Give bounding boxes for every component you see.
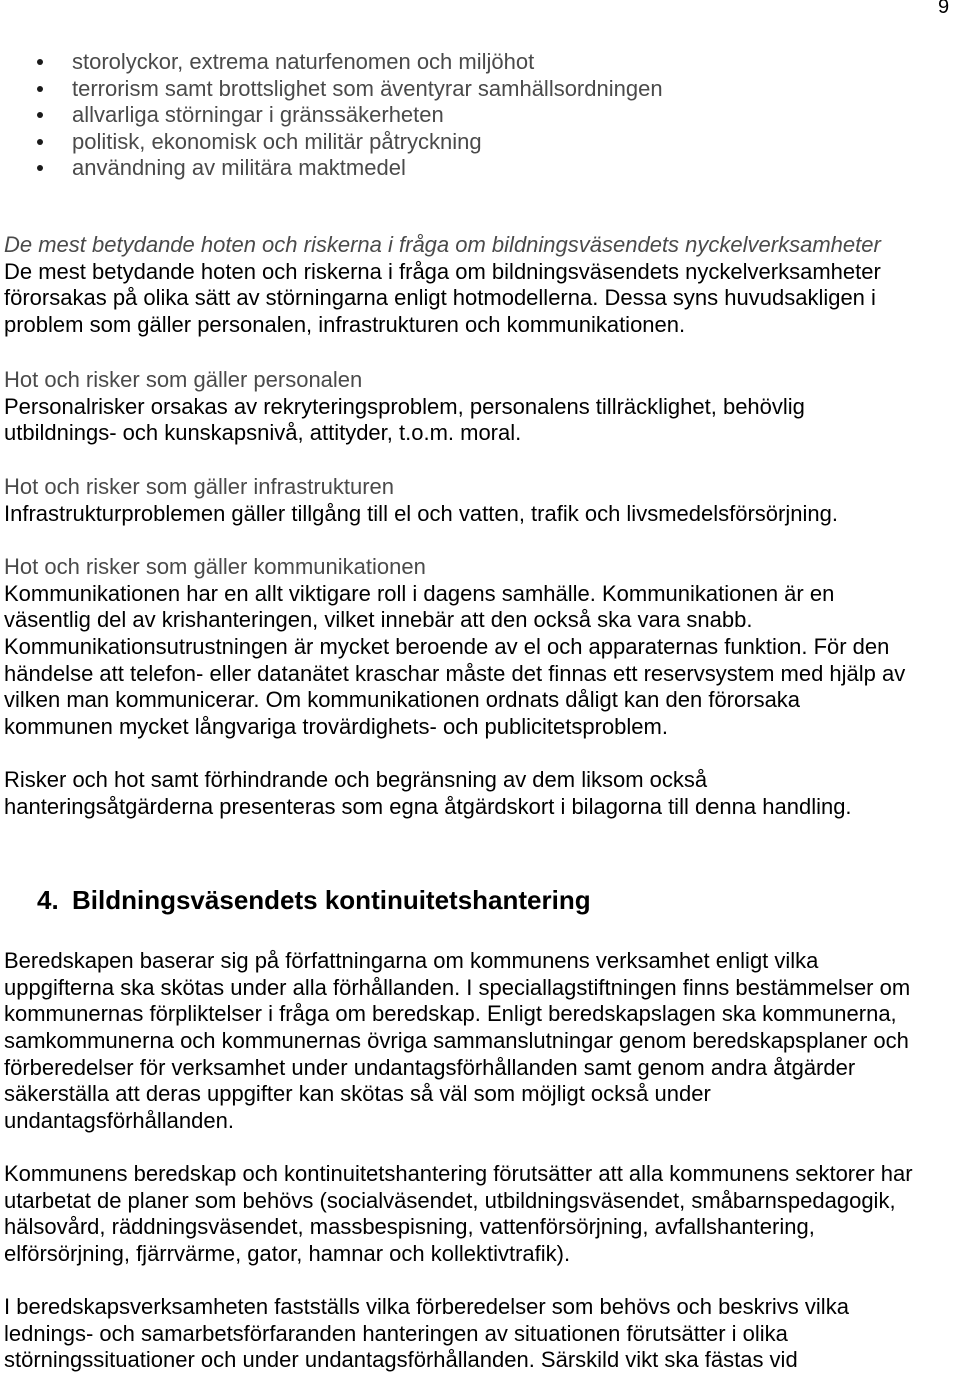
paragraph-line: utarbetat de planer som behövs (socialväsendet, utbildningsväsendet, småbarnspedagogik, bbox=[4, 1187, 896, 1213]
paragraph-line: väsentlig del av krishanteringen, vilket innebär att den också ska vara snabb. bbox=[4, 607, 753, 633]
paragraph-line: Kommunikationen har en allt viktigare roll i dagens samhälle. Kommunikationen är en bbox=[4, 580, 835, 606]
threats-section bbox=[4, 232, 881, 339]
paragraph-line: uppgifterna ska skötas under alla förhållanden. I speciallagstiftningen finns bestämmelser om bbox=[4, 974, 911, 1000]
section-number: 4. bbox=[37, 885, 59, 915]
list-item bbox=[0, 102, 960, 129]
bullet-text: storolyckor, extrema naturfenomen och miljöhot bbox=[72, 49, 535, 74]
paragraph-line: kommunernas förpliktelser i fråga om beredskap. Enligt beredskapslagen ska kommunerna, bbox=[4, 1001, 897, 1027]
paragraph-line: vilken man kommunicerar. Om kommunikationen ordnats dåligt kan den förorsaka bbox=[4, 687, 801, 713]
paragraph-line: Beredskapen baserar sig på författningarna om kommunens verksamhet enligt vilka bbox=[4, 948, 819, 973]
paragraph-line: händelse att telefon- eller datanätet kraschar måste det finnas ett reservsystem med hjälp av bbox=[4, 660, 906, 686]
communication-section bbox=[4, 554, 905, 741]
bullet-icon bbox=[37, 112, 43, 118]
list-item bbox=[0, 76, 960, 103]
paragraph-line: säkerställa att deras uppgifter kan skötas så väl som möjligt också under bbox=[4, 1081, 711, 1107]
personnel-section bbox=[4, 367, 805, 447]
list-item bbox=[0, 129, 960, 156]
paragraph-line: kommunen mycket långvariga trovärdighets- och publicitetsproblem. bbox=[4, 713, 668, 739]
paragraph-line: I beredskapsverksamheten fastställs vilka förberedelser som behövs och beskrivs vilka bbox=[4, 1294, 849, 1319]
bullet-text: politisk, ekonomisk och militär påtryckning bbox=[72, 128, 482, 154]
bullet-icon bbox=[37, 59, 43, 65]
paragraph-line: Kommunikationsutrustningen är mycket beroende av el och apparaternas funktion. För den bbox=[4, 633, 890, 659]
infrastructure-heading: Hot och risker som gäller infrastrukturen bbox=[4, 474, 395, 499]
bullet-text: allvarliga störningar i gränssäkerheten bbox=[72, 102, 444, 127]
paragraph-line: förberedelser för verksamhet under undantagsförhållanden samt genom andra åtgärder bbox=[4, 1054, 856, 1080]
bullet-text: användning av militära maktmedel bbox=[72, 155, 406, 180]
paragraph-line: elförsörjning, fjärrvärme, gator, hamnar och kollektivtrafik). bbox=[4, 1240, 571, 1266]
paragraph-line: lednings- och samarbetsförfaranden hanteringen av situationen förutsätter i olika bbox=[4, 1320, 788, 1346]
infrastructure-section bbox=[4, 474, 838, 527]
threats-heading: De mest betydande hoten och riskerna i fråga om bildningsväsendets nyckelverksamheter bbox=[4, 232, 881, 257]
page-number: 9 bbox=[938, 0, 950, 18]
paragraph-line: samkommunerna och kommunernas övriga sammanslutningar genom beredskapsplaner och bbox=[4, 1027, 909, 1053]
measures-paragraph bbox=[4, 767, 852, 820]
paragraph-line: hälsovård, räddningsväsendet, massbespisning, vattenförsörjning, avfallshantering, bbox=[4, 1214, 815, 1240]
bullet-icon bbox=[37, 139, 43, 145]
paragraph-line: problem som gäller personalen, infrastrukturen och kommunikationen. bbox=[4, 311, 686, 337]
section-title: Bildningsväsendets kontinuitetshantering bbox=[72, 885, 591, 915]
section-paragraph bbox=[4, 948, 910, 1135]
paragraph-line: utbildnings- och kunskapsnivå, attityder, t.o.m. moral. bbox=[4, 420, 522, 446]
list-item bbox=[0, 155, 960, 182]
paragraph-line: Personalrisker orsakas av rekryteringsproblem, personalens tillräcklighet, behövlig bbox=[4, 393, 805, 419]
paragraph-line: Risker och hot samt förhindrande och begränsning av dem liksom också bbox=[4, 767, 708, 792]
section-heading bbox=[0, 885, 960, 915]
paragraph-line: Kommunens beredskap och kontinuitetshantering förutsätter att alla kommunens sektorer har bbox=[4, 1161, 913, 1186]
paragraph-line: förorsakas på olika sätt av störningarna enligt hotmodellerna. Dessa syns huvudsakligen i bbox=[4, 285, 876, 311]
bullet-icon bbox=[37, 86, 43, 92]
paragraph-line: störningssituationer och under undantagsförhållanden. Särskild vikt ska fästas vid bbox=[4, 1347, 798, 1373]
section-paragraph bbox=[4, 1161, 913, 1268]
communication-heading: Hot och risker som gäller kommunikationen bbox=[4, 554, 426, 579]
paragraph-line: Infrastrukturproblemen gäller tillgång till el och vatten, trafik och livsmedelsförsörjning. bbox=[4, 500, 838, 526]
paragraph-line: undantagsförhållanden. bbox=[4, 1107, 234, 1133]
bullet-icon bbox=[37, 165, 43, 171]
bullet-text: terrorism samt brottslighet som äventyrar samhällsordningen bbox=[72, 75, 663, 101]
threat-bullet-list bbox=[0, 49, 960, 182]
paragraph-line: De mest betydande hoten och riskerna i fråga om bildningsväsendets nyckelverksamheter bbox=[4, 258, 881, 284]
paragraph-line: hanteringsåtgärderna presenteras som egna åtgärdskort i bilagorna till denna handling. bbox=[4, 793, 852, 819]
list-item bbox=[0, 49, 960, 76]
personnel-heading: Hot och risker som gäller personalen bbox=[4, 367, 363, 392]
section-paragraph bbox=[4, 1294, 849, 1374]
